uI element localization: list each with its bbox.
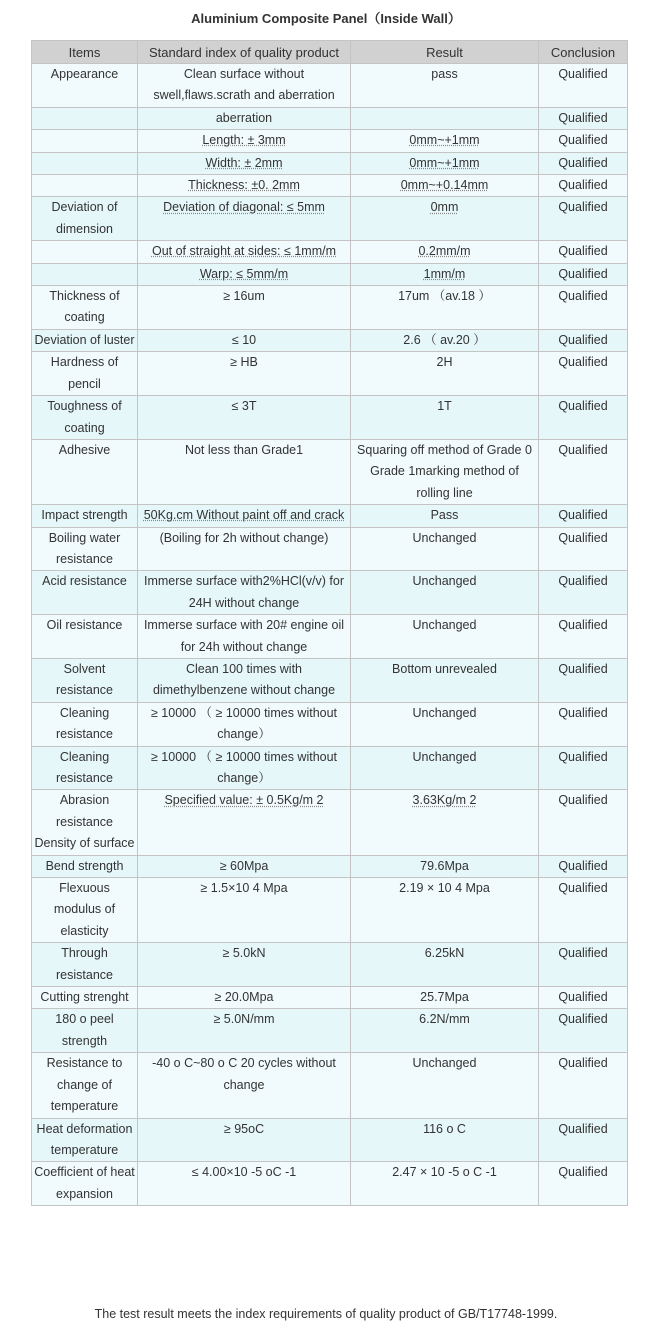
cell-standard <box>138 64 351 108</box>
cell-conclusion-text: Qualified <box>558 442 608 457</box>
cell-item-text: Adhesive <box>58 442 111 457</box>
header-result: Result <box>351 41 539 64</box>
table-row <box>32 855 628 877</box>
header-items: Items <box>32 41 138 64</box>
cell-standard <box>138 790 351 855</box>
cell-conclusion <box>539 1118 628 1162</box>
cell-result-text: 0.2mm/m <box>418 244 471 259</box>
cell-conclusion-text: Qualified <box>558 508 608 523</box>
cell-item <box>32 790 138 855</box>
cell-item <box>32 1162 138 1206</box>
cell-result-text: 17um （av.18 ） <box>398 289 491 304</box>
cell-standard <box>138 1053 351 1118</box>
cell-conclusion <box>539 571 628 615</box>
cell-result-text: Unchanged <box>412 705 477 720</box>
cell-result <box>351 702 539 746</box>
cell-standard <box>138 107 351 129</box>
cell-item-text: Heat deformation temperature <box>36 1121 133 1157</box>
table-row <box>32 505 628 527</box>
cell-result-text: 2.47 × 10 -5 o C -1 <box>392 1165 497 1180</box>
cell-standard-text: Immerse surface with2%HCl(v/v) for 24H without change <box>143 574 345 610</box>
cell-conclusion-text: Qualified <box>558 355 608 370</box>
cell-conclusion <box>539 439 628 504</box>
cell-result <box>351 329 539 351</box>
cell-standard-text: ≥ 1.5×10 4 Mpa <box>200 881 288 896</box>
cell-standard-text: Out of straight at sides: ≤ 1mm/m <box>151 244 336 259</box>
cell-standard-text: Clean 100 times with dimethylbenzene without change <box>152 661 336 698</box>
cell-standard-text: ≤ 3T <box>231 399 257 414</box>
cell-result-text: 79.6Mpa <box>420 858 469 873</box>
cell-result-text: 6.2N/mm <box>419 1012 470 1027</box>
cell-item <box>32 64 138 108</box>
header-conclusion: Conclusion <box>539 41 628 64</box>
cell-conclusion <box>539 352 628 396</box>
cell-standard-text: aberration <box>215 110 273 125</box>
cell-result <box>351 352 539 396</box>
cell-item <box>32 702 138 746</box>
cell-conclusion <box>539 658 628 702</box>
cell-result <box>351 396 539 440</box>
cell-conclusion-text: Qualified <box>558 1012 608 1027</box>
cell-result <box>351 1009 539 1053</box>
cell-item <box>32 352 138 396</box>
cell-conclusion-text: Qualified <box>558 881 608 896</box>
cell-result-text: 1T <box>437 399 452 414</box>
cell-standard-text: Not less than Grade1 <box>184 442 304 457</box>
cell-item-text: Boiling water resistance <box>48 530 121 566</box>
cell-result-text: Unchanged <box>412 618 477 633</box>
cell-standard-text: Warp: ≤ 5mm/m <box>199 266 289 281</box>
table-row <box>32 702 628 746</box>
cell-standard <box>138 855 351 877</box>
cell-conclusion <box>539 130 628 152</box>
cell-standard <box>138 329 351 351</box>
cell-standard <box>138 987 351 1009</box>
cell-item <box>32 329 138 351</box>
cell-standard-text: ≥ 10000 （ ≥ 10000 times without change） <box>150 749 338 785</box>
cell-conclusion <box>539 746 628 790</box>
table-row <box>32 329 628 351</box>
cell-item <box>32 439 138 504</box>
cell-result <box>351 505 539 527</box>
table-row <box>32 286 628 330</box>
table-row <box>32 130 628 152</box>
cell-conclusion-text: Qualified <box>558 661 608 676</box>
cell-result <box>351 175 539 197</box>
cell-conclusion <box>539 175 628 197</box>
cell-item-text: Cleaning resistance <box>56 749 113 785</box>
quality-table <box>31 40 628 1206</box>
cell-result <box>351 527 539 571</box>
cell-conclusion <box>539 1053 628 1118</box>
cell-item <box>32 987 138 1009</box>
cell-item <box>32 527 138 571</box>
cell-item <box>32 396 138 440</box>
cell-standard-text: ≥ 16um <box>223 289 265 304</box>
cell-item <box>32 175 138 197</box>
cell-conclusion-text: Qualified <box>558 332 608 347</box>
cell-standard <box>138 1118 351 1162</box>
cell-result-text: 0mm~+1mm <box>409 133 480 148</box>
cell-conclusion <box>539 263 628 285</box>
cell-standard-text: Width: ± 2mm <box>205 155 283 170</box>
cell-conclusion-text: Qualified <box>558 574 608 589</box>
cell-conclusion-text: Qualified <box>558 749 608 764</box>
cell-standard <box>138 1009 351 1053</box>
cell-result <box>351 107 539 129</box>
cell-result <box>351 1118 539 1162</box>
cell-conclusion-text: Qualified <box>558 266 608 281</box>
cell-result <box>351 64 539 108</box>
cell-standard-text: 50Kg.cm Without paint off and crack <box>143 508 345 523</box>
cell-conclusion <box>539 329 628 351</box>
table-row <box>32 1009 628 1053</box>
cell-result-text: Unchanged <box>412 530 477 545</box>
cell-standard-text: Thickness: ±0. 2mm <box>188 178 300 193</box>
cell-item-text: Bend strength <box>45 858 124 873</box>
table-row <box>32 241 628 263</box>
table-row <box>32 943 628 987</box>
cell-result-text: 0mm~+1mm <box>409 155 480 170</box>
header-standard: Standard index of quality product <box>138 41 351 64</box>
cell-standard <box>138 571 351 615</box>
cell-standard <box>138 615 351 659</box>
cell-conclusion <box>539 64 628 108</box>
cell-item <box>32 197 138 241</box>
cell-standard-text: Length: ± 3mm <box>202 133 286 148</box>
cell-standard-text: ≥ 5.0kN <box>222 946 266 961</box>
table-header-row <box>32 41 628 64</box>
cell-item-text: Abrasion resistance Density of surface <box>34 793 135 851</box>
cell-result <box>351 615 539 659</box>
page-title: Aluminium Composite Panel（Inside Wall） <box>191 11 461 26</box>
cell-result-text: Unchanged <box>412 574 477 589</box>
cell-conclusion-text: Qualified <box>558 178 608 193</box>
cell-result-text: 0mm <box>430 200 459 215</box>
cell-conclusion-text: Qualified <box>558 133 608 148</box>
cell-standard-text: ≥ HB <box>230 355 258 370</box>
cell-standard-text: (Boiling for 2h without change) <box>159 530 329 545</box>
cell-standard <box>138 152 351 174</box>
cell-result <box>351 855 539 877</box>
cell-result-text: 25.7Mpa <box>420 990 469 1005</box>
table-row <box>32 107 628 129</box>
cell-result <box>351 878 539 943</box>
cell-standard <box>138 439 351 504</box>
cell-conclusion-text: Qualified <box>558 289 608 304</box>
cell-item <box>32 130 138 152</box>
table-row <box>32 658 628 702</box>
cell-item-text: Appearance <box>50 67 119 81</box>
cell-result <box>351 746 539 790</box>
cell-standard <box>138 702 351 746</box>
cell-standard <box>138 263 351 285</box>
cell-standard <box>138 658 351 702</box>
table-row <box>32 527 628 571</box>
cell-item-text: Flexuous modulus of elasticity <box>53 881 116 938</box>
cell-standard <box>138 943 351 987</box>
cell-standard <box>138 746 351 790</box>
cell-standard <box>138 527 351 571</box>
cell-standard <box>138 352 351 396</box>
cell-conclusion-text: Qualified <box>558 1165 608 1180</box>
cell-item-text: Cleaning resistance <box>56 705 113 742</box>
cell-result-text: 2H <box>436 355 453 370</box>
cell-item <box>32 1053 138 1118</box>
cell-conclusion-text: Qualified <box>558 1056 608 1071</box>
table-row <box>32 1162 628 1206</box>
cell-result-text: Unchanged <box>412 749 477 764</box>
cell-result-text: Bottom unrevealed <box>392 661 497 676</box>
cell-conclusion <box>539 987 628 1009</box>
cell-conclusion <box>539 878 628 943</box>
cell-standard <box>138 130 351 152</box>
cell-conclusion-text: Qualified <box>558 705 608 720</box>
cell-conclusion <box>539 505 628 527</box>
table-row <box>32 352 628 396</box>
cell-item-text: Oil resistance <box>46 618 123 633</box>
table-row <box>32 790 628 855</box>
cell-item-text: Toughness of coating <box>47 399 122 435</box>
table-row <box>32 175 628 197</box>
cell-conclusion <box>539 152 628 174</box>
table-row <box>32 571 628 615</box>
cell-standard-text: ≥ 10000 （ ≥ 10000 times without change） <box>150 705 338 742</box>
cell-result <box>351 197 539 241</box>
cell-standard-text: Specified value: ± 0.5Kg/m 2 <box>164 793 324 808</box>
table-row <box>32 878 628 943</box>
table-row <box>32 439 628 504</box>
cell-standard-text: ≤ 10 <box>231 332 257 347</box>
cell-item <box>32 943 138 987</box>
cell-item-text: Resistance to change of temperature <box>46 1056 123 1114</box>
cell-item-text: Hardness of pencil <box>50 355 119 391</box>
cell-conclusion-text: Qualified <box>558 155 608 170</box>
cell-result-text: 2.19 × 10 4 Mpa <box>399 881 490 896</box>
cell-result <box>351 1053 539 1118</box>
cell-item <box>32 152 138 174</box>
cell-item-text: 180 o peel strength <box>55 1012 114 1048</box>
cell-standard <box>138 286 351 330</box>
cell-item-text: Solvent resistance <box>56 661 113 698</box>
table-row <box>32 197 628 241</box>
table-row <box>32 396 628 440</box>
cell-result-text: Pass <box>430 508 459 523</box>
cell-standard-text: ≥ 60Mpa <box>219 858 269 873</box>
cell-item-text: Acid resistance <box>42 574 127 589</box>
table-row <box>32 746 628 790</box>
cell-conclusion <box>539 527 628 571</box>
cell-result <box>351 987 539 1009</box>
cell-standard <box>138 241 351 263</box>
cell-result <box>351 286 539 330</box>
cell-result-text: 3.63Kg/m 2 <box>412 793 477 808</box>
cell-conclusion <box>539 107 628 129</box>
table-row <box>32 987 628 1009</box>
cell-conclusion <box>539 615 628 659</box>
cell-conclusion-text: Qualified <box>558 858 608 873</box>
cell-item <box>32 878 138 943</box>
cell-conclusion-text: Qualified <box>558 530 608 545</box>
cell-conclusion-text: Qualified <box>558 1121 608 1136</box>
cell-standard <box>138 197 351 241</box>
cell-conclusion <box>539 396 628 440</box>
cell-standard-text: ≥ 20.0Mpa <box>214 990 274 1005</box>
cell-conclusion <box>539 855 628 877</box>
cell-result-text: 2.6 （ av.20 ） <box>403 332 486 347</box>
table-row <box>32 1118 628 1162</box>
cell-result-text: 116 o C <box>423 1121 466 1136</box>
table-row <box>32 1053 628 1118</box>
cell-item <box>32 1009 138 1053</box>
cell-standard-text: ≥ 95oC <box>223 1121 265 1136</box>
cell-standard-text: Clean surface without swell,flaws.scrath and aberration <box>153 67 335 103</box>
cell-standard-text: Immerse surface with 20# engine oil for 24h without change <box>143 618 345 654</box>
cell-item <box>32 241 138 263</box>
cell-conclusion <box>539 1162 628 1206</box>
cell-result-text: Unchanged <box>412 1056 477 1071</box>
cell-conclusion-text: Qualified <box>558 946 608 961</box>
cell-result <box>351 241 539 263</box>
cell-result-text: 1mm/m <box>423 266 466 281</box>
cell-item-text: Through resistance <box>56 946 113 982</box>
cell-result-text: 0mm~+0.14mm <box>400 178 489 193</box>
table-row <box>32 64 628 108</box>
table-row <box>32 263 628 285</box>
cell-result <box>351 571 539 615</box>
cell-result <box>351 658 539 702</box>
cell-item-text: Cutting strenght <box>40 990 129 1005</box>
footer-note: The test result meets the index requirements of quality product of GB/T17748-1999. <box>94 1307 558 1321</box>
cell-item <box>32 615 138 659</box>
cell-item <box>32 1118 138 1162</box>
cell-conclusion-text: Qualified <box>558 793 608 808</box>
cell-conclusion-text: Qualified <box>558 399 608 414</box>
cell-conclusion <box>539 286 628 330</box>
cell-item-text: Impact strength <box>41 508 128 523</box>
cell-result <box>351 1162 539 1206</box>
cell-item <box>32 658 138 702</box>
cell-conclusion-text: Qualified <box>558 110 608 125</box>
table-row <box>32 615 628 659</box>
cell-conclusion <box>539 790 628 855</box>
cell-result <box>351 152 539 174</box>
cell-item-text: Coefficient of heat expansion <box>34 1165 135 1201</box>
cell-item <box>32 746 138 790</box>
cell-result <box>351 130 539 152</box>
cell-conclusion-text: Qualified <box>558 990 608 1005</box>
cell-standard <box>138 1162 351 1206</box>
cell-result <box>351 943 539 987</box>
cell-standard-text: ≥ 5.0N/mm <box>213 1012 275 1027</box>
cell-item <box>32 286 138 330</box>
cell-conclusion-text: Qualified <box>558 618 608 633</box>
cell-item-text: Thickness of coating <box>49 289 120 325</box>
cell-item <box>32 571 138 615</box>
cell-conclusion <box>539 1009 628 1053</box>
cell-conclusion <box>539 197 628 241</box>
cell-conclusion <box>539 241 628 263</box>
cell-result <box>351 439 539 504</box>
cell-result-text: 6.25kN <box>424 946 465 961</box>
cell-conclusion <box>539 943 628 987</box>
cell-standard-text: Deviation of diagonal: ≤ 5mm <box>163 200 325 215</box>
cell-result <box>351 263 539 285</box>
cell-item <box>32 855 138 877</box>
cell-result-text: Squaring off method of Grade 0 Grade 1marking method of rolling line <box>357 442 532 500</box>
cell-item <box>32 107 138 129</box>
cell-conclusion-text: Qualified <box>558 67 608 81</box>
cell-result <box>351 790 539 855</box>
cell-standard <box>138 505 351 527</box>
cell-standard-text: -40 o C~80 o C 20 cycles without change <box>152 1056 336 1092</box>
cell-conclusion-text: Qualified <box>558 244 608 259</box>
cell-standard <box>138 878 351 943</box>
cell-item-text: Deviation of dimension <box>51 200 118 236</box>
cell-item-text: Deviation of luster <box>34 332 135 347</box>
table-row <box>32 152 628 174</box>
cell-standard-text: ≤ 4.00×10 -5 oC -1 <box>191 1165 297 1180</box>
cell-result-text: pass <box>431 67 458 81</box>
cell-conclusion-text: Qualified <box>558 200 608 215</box>
cell-item <box>32 505 138 527</box>
cell-item <box>32 263 138 285</box>
cell-standard <box>138 175 351 197</box>
cell-standard <box>138 396 351 440</box>
cell-conclusion <box>539 702 628 746</box>
